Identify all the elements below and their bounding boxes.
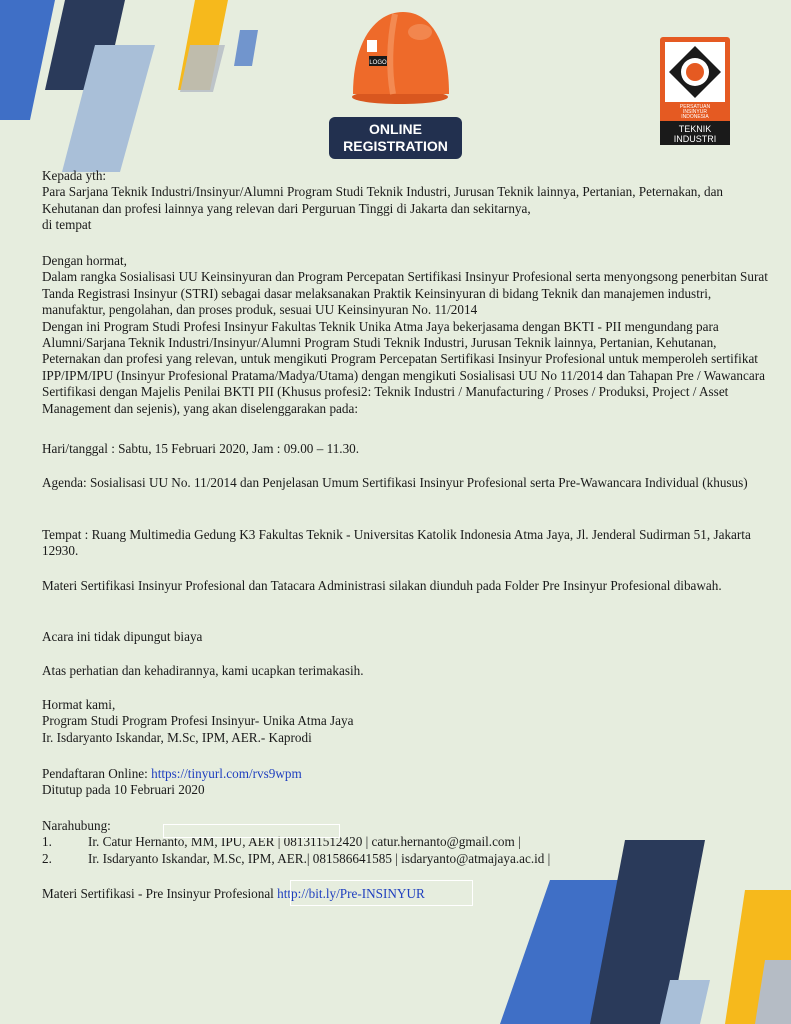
deadline: Ditutup pada 10 Februari 2020 (42, 782, 205, 798)
materi-link[interactable]: http://bit.ly/Pre-INSINYUR (277, 886, 425, 901)
salutation: Dengan hormat, (42, 253, 127, 268)
contact-number: 1. (42, 834, 52, 850)
registration-label: Pendaftaran Online: (42, 766, 152, 781)
logo-line2: INSINYUR (683, 109, 707, 115)
contact-text: Ir. Isdaryanto Iskandar, M.Sc, IPM, AER.| 081586641585 | isdaryanto@atmajaya.ac.id | (88, 850, 551, 866)
registration-block (42, 766, 772, 799)
contact-row (42, 834, 772, 850)
contact-block (42, 818, 772, 867)
helmet-icon (345, 2, 455, 108)
small-blue-stripe (234, 30, 258, 66)
materials-note: Materi Sertifikasi Insinyur Profesional dan Tatacara Administrasi silakan diunduh pada Folder Pre Insinyur Profesional dibawah. (42, 578, 722, 593)
badge-line2: REGISTRATION (343, 138, 448, 154)
closing: Hormat kami, (42, 697, 116, 712)
online-registration-badge (329, 117, 462, 159)
free-note: Acara ini tidak dipungut biaya (42, 629, 203, 644)
contact-row (42, 851, 772, 867)
materi-label: Materi Sertifikasi - Pre Insinyur Profesional (42, 886, 278, 901)
pii-teknik-industri-logo (660, 37, 730, 145)
materi-link-frame (290, 880, 473, 906)
recipient: Para Sarjana Teknik Industri/Insinyur/Alumni Program Studi Teknik Industri, Jurusan Teknik lainnya, Pertanian, Peternakan, dan Kehutanan dan profesi lainnya yang relevan dari Perguruan Tinggi di Jakarta dan sekitarnya, (42, 184, 724, 216)
logo-line4: TEKNIK (678, 124, 712, 134)
event-venue: Tempat : Ruang Multimedia Gedung K3 Fakultas Teknik - Universitas Katolik Indonesia Atma Jaya, Jl. Jenderal Sudirman 51, Jakarta 12930. (42, 527, 751, 559)
recipient-block (42, 168, 772, 234)
helmet-label: LOGO (369, 60, 387, 66)
registration-link[interactable]: https://tinyurl.com/rvs9wpm (151, 766, 302, 781)
body-block (42, 253, 772, 417)
logo-line3: INDONESIA (681, 114, 709, 120)
event-date: Hari/tanggal : Sabtu, 15 Februari 2020, Jam : 09.00 – 11.30. (42, 441, 360, 456)
contact-number: 2. (42, 850, 52, 866)
contact-label: Narahubung: (42, 818, 111, 833)
contact-frame (163, 824, 340, 838)
paragraph-1: Dalam rangka Sosialisasi UU Keinsinyuran dan Program Percepatan Sertifikasi Insinyur Profesional serta menyongsong penerbitan Surat Tanda Registrasi Insinyur (STRI) sebagai dasar melaksanakan Praktik Keinsinyuran di bidang Teknik dan manajemen industri, manufaktur, pengolahan, dan proses produk, sesuai UU Keinsinyuran No. 11/2014 (42, 269, 768, 318)
signer: Ir. Isdaryanto Iskandar, M.Sc, IPM, AER.- Kaprodi (42, 729, 312, 745)
decor-top-left (0, 0, 270, 175)
paragraph-2: Dengan ini Program Studi Profesi Insinyur Fakultas Teknik Unika Atma Jaya bekerjasama dengan BKTI - PII mengundang para Alumni/Sarjana Teknik Industri/Insinyur/Alumni Program Studi Teknik Industri, Jurusan Teknik lainnya, Pertanian, Kehutanan, Peternakan dan profesi yang relevan, untuk mengikuti Program Percepatan Sertifikasi Insinyur Profesional untuk memperoleh sertifikat IPP/IPM/IPU (Insinyur Profesional Pratama/Madya/Utama) dengan mengikuti Sosialisasi UU No 11/2014 dan Tahapan Pre / Wawancara Sertifikasi dengan Majelis Penilai BKTI PII (Khusus profesi2: Teknik Industri / Manufacturing / Proses / Produksi, Project / Asset Management dan sejenis), yang akan diselenggarakan pada: (42, 318, 765, 416)
blue-stripe (0, 0, 55, 120)
logo-line1: PERSATUAN (679, 104, 711, 110)
place: di tempat (42, 217, 92, 233)
greeting: Kepada yth: (42, 168, 107, 183)
badge-line1: ONLINE (369, 121, 422, 137)
event-agenda: Agenda: Sosialisasi UU No. 11/2014 dan Penjelasan Umum Sertifikasi Insinyur Profesional serta Pre-Wawancara Individual (khusus) (42, 475, 748, 490)
contact-text: Ir. Catur Hernanto, MM, IPU, AER | 081311512420 | catur.hernanto@gmail.com | (88, 834, 521, 850)
organization: Program Studi Program Profesi Insinyur- Unika Atma Jaya (42, 713, 354, 729)
logo-line5: INDUSTRI (673, 134, 717, 144)
decor-bottom-right (500, 840, 791, 1024)
signature-block (42, 697, 772, 746)
thanks-note: Atas perhatian dan kehadirannya, kami ucapkan terimakasih. (42, 663, 364, 678)
